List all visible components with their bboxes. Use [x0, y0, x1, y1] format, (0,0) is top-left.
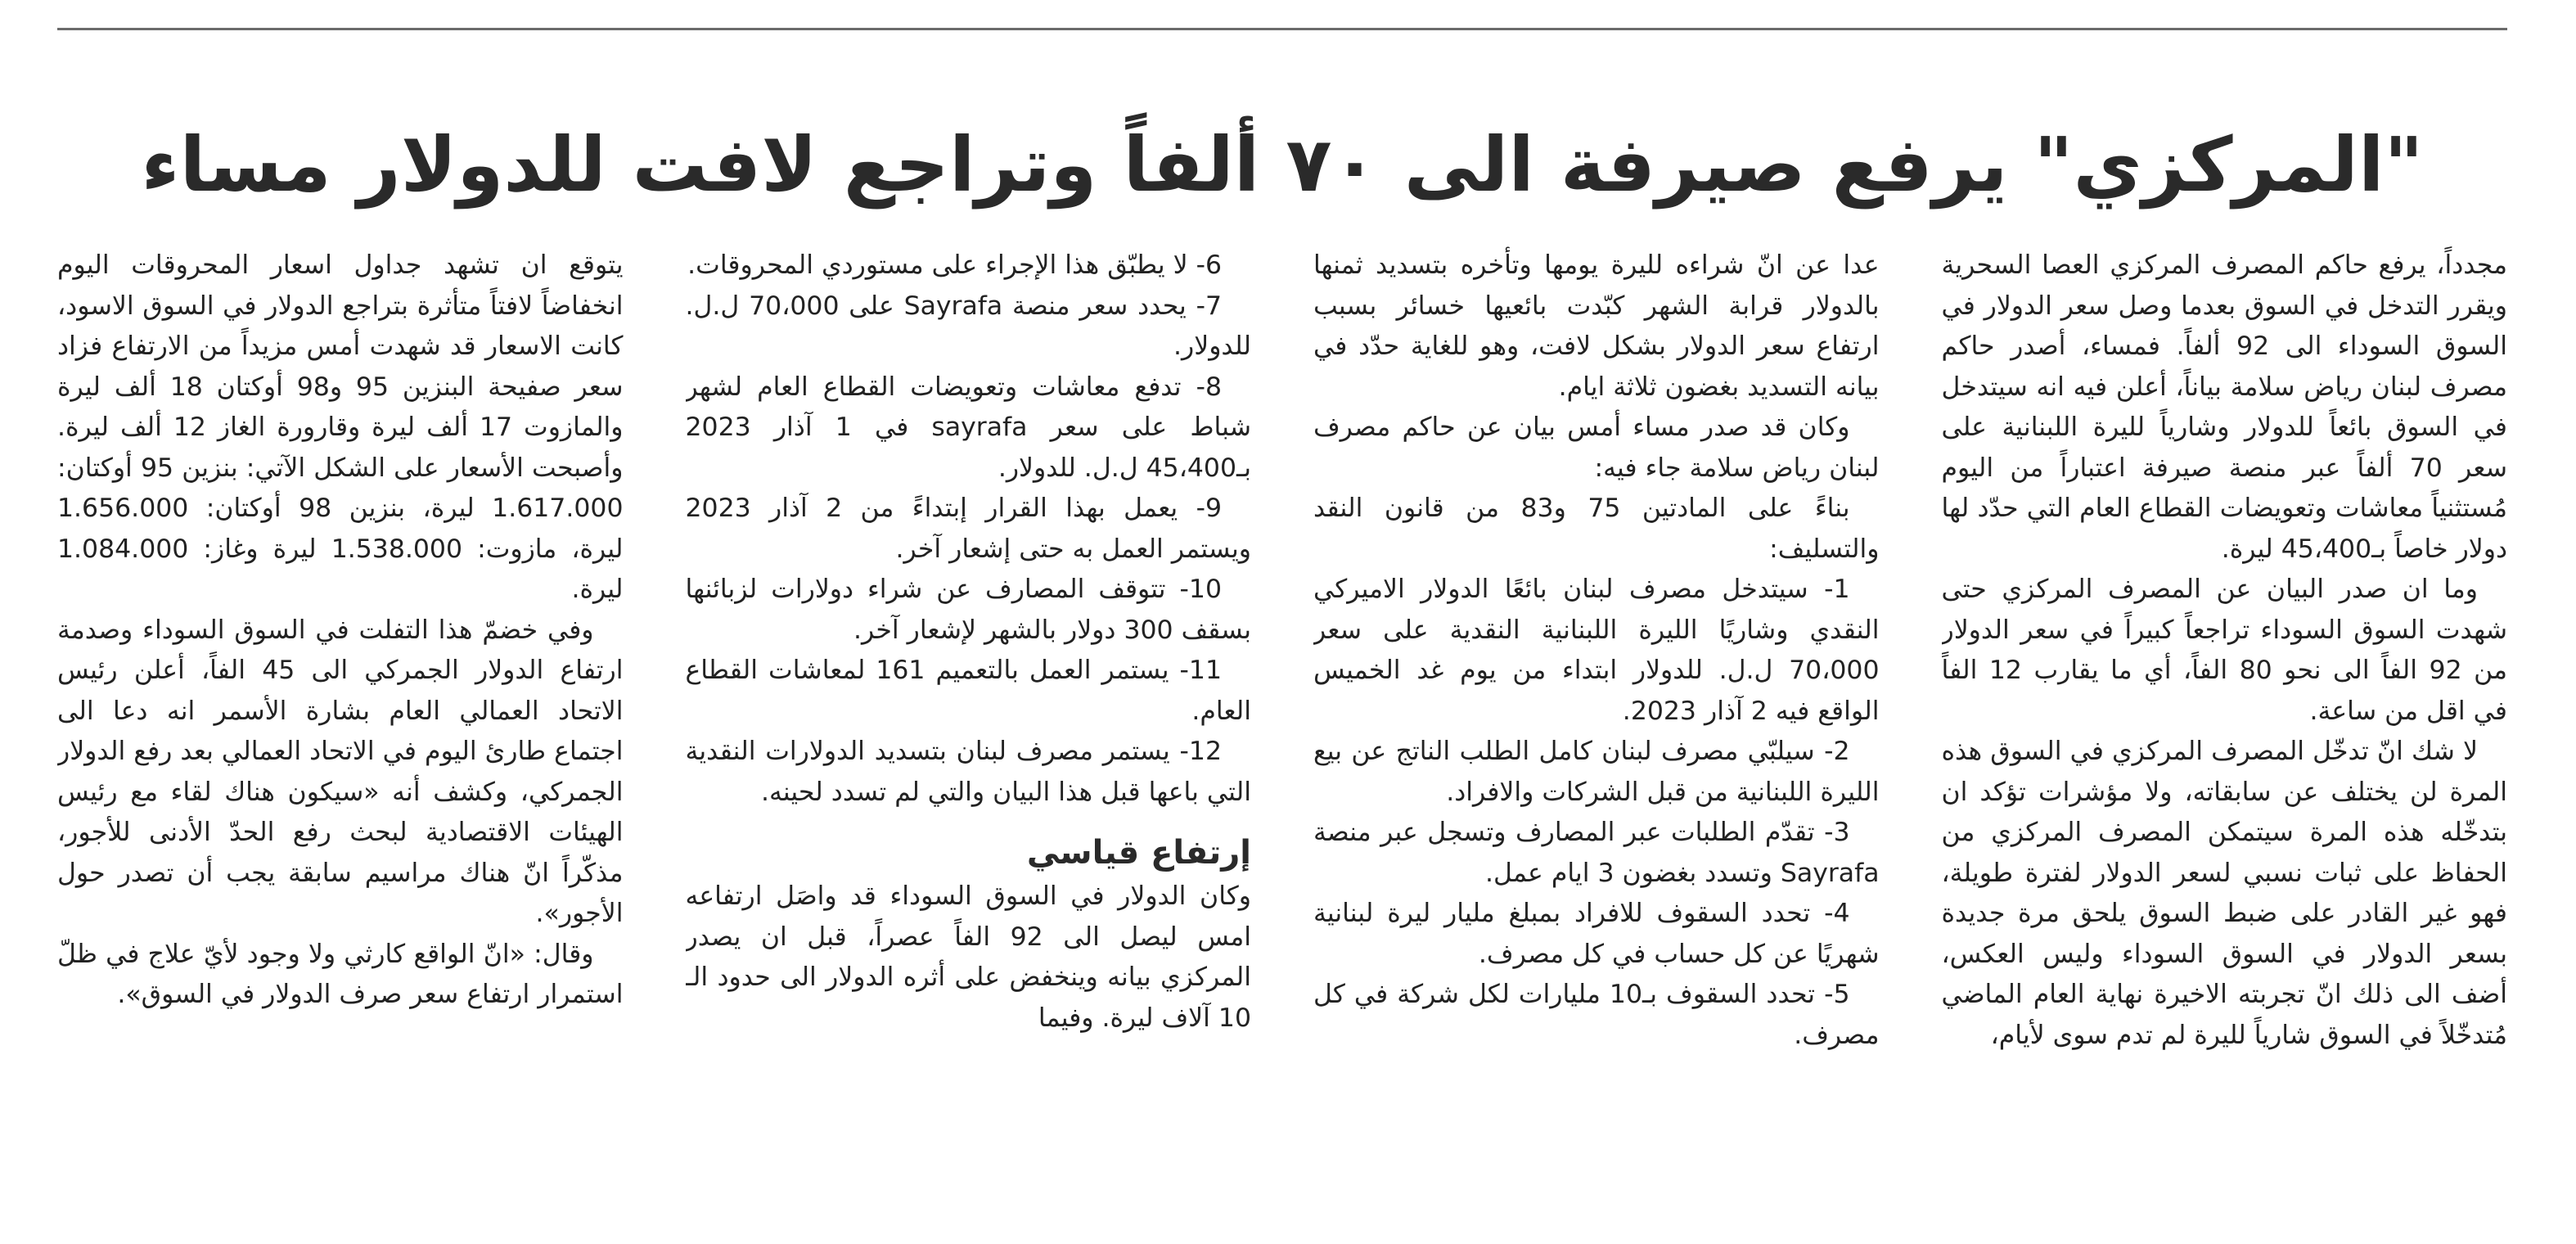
paragraph: عدا عن انّ شراءه لليرة يومها وتأخره بتسديد ثمنها بالدولار قرابة الشهر كبّدت بائعيها خسائر بسبب ارتفاع سعر الدولار بشكل لافت، وهو للغاية حدّد في بيانه التسديد بغضون ثلاثة ايام. — [1313, 250, 1880, 402]
column-2 — [1313, 246, 1880, 1195]
top-rule — [57, 28, 2507, 30]
list-item: 8- تدفع معاشات وتعويضات القطاع العام لشهر شباط على سعر sayrafa في 1 آذار 2023 بـ45،400 ل.ل. للدولار. — [685, 372, 1251, 483]
column-1 — [1942, 246, 2508, 1195]
paragraph: وكان قد صدر مساء أمس بيان عن حاكم مصرف لبنان رياض سلامة جاء فيه: — [1313, 412, 1880, 483]
list-item: 2- سيلبّي مصرف لبنان كامل الطلب الناتج عن بيع الليرة اللبنانية من قبل الشركات والافراد. — [1313, 737, 1880, 807]
list-item: 12- يستمر مصرف لبنان بتسديد الدولارات النقدية التي باعها قبل هذا البيان والتي لم تسدد لحينه. — [685, 737, 1251, 807]
list-item: 1- سيتدخل مصرف لبنان بائعًا الدولار الاميركي النقدي وشاريًا الليرة اللبنانية النقدية على سعر 70،000 ل.ل. للدولار ابتداء من يوم غد الخميس الواقع فيه 2 آذار 2023. — [1313, 575, 1880, 726]
list-item: 5- تحدد السقوف بـ10 مليارات لكل شركة في كل مصرف. — [1313, 980, 1880, 1050]
paragraph: يتوقع ان تشهد جداول اسعار المحروقات اليوم انخفاضاً لافتاً متأثرة بتراجع الدولار في السوق الاسود، كانت الاسعار قد شهدت أمس مزيداً من الارتفاع فزاد سعر صفيحة البنزين 95 و98 أوكتان 18 ألف ليرة والمازوت 17 ألف ليرة وقارورة الغاز 12 ألف ليرة. وأصبحت الأسعار على الشكل الآتي: بنزين 95 أوكتان: 1.617.000 ليرة، بنزين 98 أوكتان: 1.656.000 ليرة، مازوت: 1.538.000 ليرة وغاز: 1.084.000 ليرة. — [57, 250, 624, 604]
list-item: 11- يستمر العمل بالتعميم 161 لمعاشات القطاع العام. — [685, 656, 1251, 726]
paragraph: مجدداً، يرفع حاكم المصرف المركزي العصا السحرية ويقرر التدخل في السوق بعدما وصل سعر الدولار في السوق السوداء الى 92 ألفاً. فمساء، أصدر حاكم مصرف لبنان رياض سلامة بياناً، أعلن فيه انه سيتدخل في السوق بائعاً للدولار وشارياً لليرة اللبنانية على سعر 70 ألفاً عبر منصة صيرفة اعتباراً من اليوم مُستثنياً معاشات وتعويضات القطاع العام التي حدّد لها دولار خاصاً بـ45،400 ليرة. — [1941, 250, 2507, 564]
paragraph: وما ان صدر البيان عن المصرف المركزي حتى شهدت السوق السوداء تراجعاً كبيراً في سعر الدولار من 92 الفاً الى نحو 80 الفاً، أي ما يقارب 12 الفاً في اقل من ساعة. — [1941, 575, 2507, 726]
list-item: 9- يعمل بهذا القرار إبتداءً من 2 آذار 2023 ويستمر العمل به حتى إشعار آخر. — [685, 494, 1251, 564]
subheading: إرتفاع قياسي — [1026, 834, 1251, 872]
paragraph: لا شك انّ تدخّل المصرف المركزي في السوق هذه المرة لن يختلف عن سابقاته، ولا مؤشرات تؤكد ان بتدخّله هذه المرة سيتمكن المصرف المركزي من الحفاظ على ثبات نسبي لسعر الدولار لفترة طويلة، فهو غير القادر على ضبط السوق يلحق مرة جديدة بسعر الدولار في السوق السوداء وليس العكس، أضف الى ذلك انّ تجربته الاخيرة نهاية العام الماضي مُتدخّلاً في السوق شارياً لليرة لم تدم سوى لأيام، — [1941, 737, 2507, 1050]
headline: "المركزي" يرفع صيرفة الى ٧٠ ألفاً وتراجع لافت للدولار مساء — [141, 120, 2424, 209]
list-item: 6- لا يطبّق هذا الإجراء على مستوردي المحروقات. — [687, 250, 1222, 280]
list-item: 7- يحدد سعر منصة Sayrafa على 70،000 ل.ل. للدولار. — [685, 291, 1251, 361]
list-item: 10- تتوقف المصارف عن شراء دولارات لزبائنها بسقف 300 دولار بالشهر لإشعار آخر. — [685, 575, 1251, 645]
column-4 — [57, 246, 624, 1195]
article-columns — [57, 246, 2507, 1195]
list-item: 4- تحدد السقوف للافراد بمبلغ مليار ليرة لبنانية شهريًا عن كل حساب في كل مصرف. — [1313, 899, 1880, 969]
paragraph: وكان الدولار في السوق السوداء قد واصَل ارتفاعه امس ليصل الى 92 الفاً عصراً، قبل ان يصدر المركزي بيانه وينخفض على أثره الدولار الى حدود الـ 10 آلاف ليرة. وفيما — [685, 881, 1251, 1033]
paragraph: بناءً على المادتين 75 و83 من قانون النقد والتسليف: — [1313, 494, 1880, 564]
column-3 — [686, 246, 1252, 1195]
list-item: 3- تقدّم الطلبات عبر المصارف وتسجل عبر منصة Sayrafa وتسدد بغضون 3 ايام عمل. — [1313, 818, 1880, 888]
paragraph: وفي خضمّ هذا التفلت في السوق السوداء وصدمة ارتفاع الدولار الجمركي الى 45 الفاً، أعلن رئيس الاتحاد العمالي العام بشارة الأسمر انه دعا الى اجتماع طارئ اليوم في الاتحاد العمالي بعد رفع الدولار الجمركي، وكشف أنه «سيكون هناك لقاء مع رئيس الهيئات الاقتصادية لبحث رفع الحدّ الأدنى للأجور، مذكّراً انّ هناك مراسيم سابقة يجب أن تصدر حول الأجور». — [57, 615, 624, 928]
paragraph: وقال: «انّ الواقع كارثي ولا وجود لأيّ علاج في ظلّ استمرار ارتفاع سعر صرف الدولار في السوق». — [57, 939, 624, 1009]
